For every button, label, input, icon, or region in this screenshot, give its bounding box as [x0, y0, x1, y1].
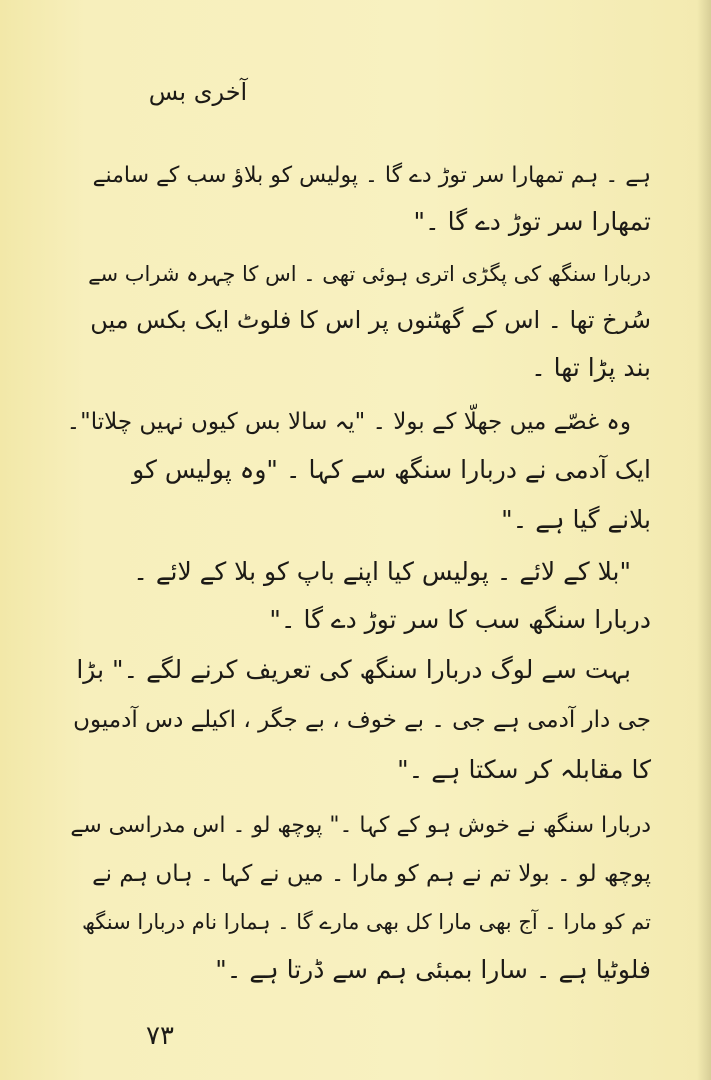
body-line: وہ غصّے میں جھلّا کے بولا ۔ "یہ سالا بس کیوں نہیں چلاتا"۔	[66, 409, 631, 435]
body-line: تم کو مارا ۔ آج بھی مارا کل بھی مارے گا ۔ ہمارا نام دربارا سنگھ	[81, 910, 651, 934]
body-line: سُرخ تھا ۔ اس کے گھٹنوں پر اس کا فلوٹ ایک بکس میں	[90, 306, 651, 334]
body-line: دربارا سنگھ کی پگڑی اتری ہوئی تھی ۔ اس کا چہرہ شراب سے	[88, 262, 651, 286]
body-line: کا مقابلہ کر سکتا ہے ۔"	[397, 755, 651, 784]
body-line: "بلا کے لائے ۔ پولیس کیا اپنے باپ کو بلا کے لائے ۔	[133, 557, 631, 586]
body-line: بہت سے لوگ دربارا سنگھ کی تعریف کرنے لگے ۔" بڑا	[76, 655, 631, 684]
body-line: ایک آدمی نے دربارا سنگھ سے کہا ۔ "وہ پولیس کو	[132, 455, 651, 484]
body-line: فلوٹیا ہے ۔ سارا بمبئی ہم سے ڈرتا ہے ۔"	[215, 955, 651, 984]
body-line: جی دار آدمی ہے جی ۔ بے خوف ، بے جگر ، اکیلے دس آدمیوں	[73, 707, 651, 733]
body-line: بلانے گیا ہے ۔"	[501, 505, 651, 534]
body-line: ہے ۔ ہم تمھارا سر توڑ دے گا ۔ پولیس کو بلاؤ سب کے سامنے	[92, 163, 651, 188]
body-line: تمھارا سر توڑ دے گا ۔"	[413, 207, 651, 236]
page-number: ۷۳	[146, 1021, 174, 1051]
body-line: دربارا سنگھ سب کا سر توڑ دے گا ۔"	[269, 605, 651, 634]
body-line: بند پڑا تھا ۔	[531, 353, 651, 382]
body-line: پوچھ لو ۔ بولا تم نے ہم کو مارا ۔ میں نے کہا ۔ ہاں ہم نے	[92, 861, 651, 887]
body-line: دربارا سنگھ نے خوش ہو کے کہا ۔" پوچھ لو ۔ اس مدراسی سے	[70, 813, 651, 838]
running-head-title: آخری بس	[148, 78, 248, 106]
